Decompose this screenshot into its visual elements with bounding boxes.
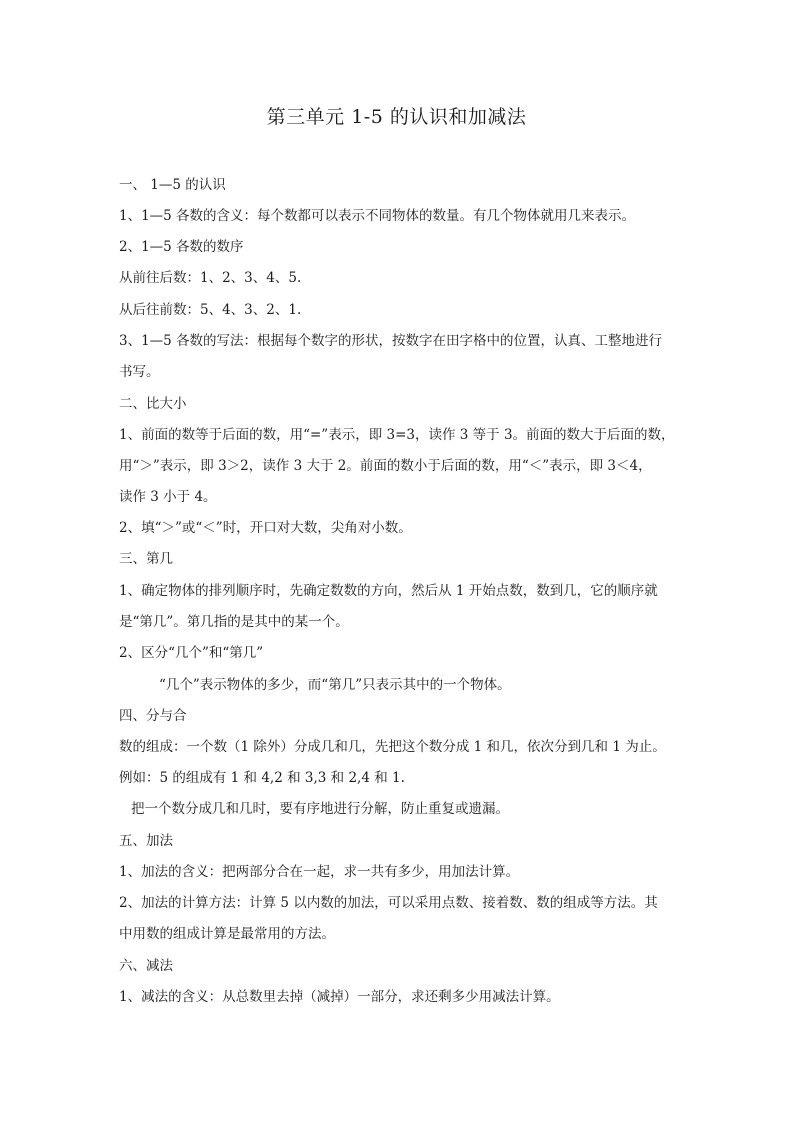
- paragraph-line: 是“第几”。第几指的是其中的某一个。: [119, 614, 349, 630]
- paragraph-line: 从前往后数：1、2、3、4、5.: [119, 270, 302, 286]
- paragraph-line: 3、1—5 各数的写法：根据每个数字的形状，按数字在田字格中的位置，认真、工整地进行: [119, 333, 663, 349]
- paragraph-line: 中用数的组成计算是最常用的方法。: [119, 926, 335, 942]
- paragraph-line: 从后往前数：5、4、3、2、1.: [119, 302, 302, 318]
- paragraph-line: 2、填“＞”或“＜”时，开口对大数，尖角对小数。: [119, 520, 412, 536]
- paragraph-line: 1、减法的含义：从总数里去掉（减掉）一部分，求还剩多少用减法计算。: [119, 989, 560, 1005]
- paragraph-line: 1、前面的数等于后面的数，用“=”表示，即 3=3，读作 3 等于 3。前面的数大于后面的数，: [119, 427, 675, 443]
- paragraph-line: 数的组成：一个数（1 除外）分成几和几，先把这个数分成 1 和几，依次分到几和 1 为止。: [119, 739, 666, 755]
- paragraph-line-indented: 把一个数分成几和几时，要有序地进行分解，防止重复或遗漏。: [131, 801, 509, 817]
- section-heading-6: 六、减法: [119, 958, 173, 974]
- paragraph-line-indented: “几个”表示物体的多少，而“第几”只表示其中的一个物体。: [159, 677, 511, 693]
- paragraph-line: 2、加法的计算方法：计算 5 以内数的加法，可以采用点数、接着数、数的组成等方法。其: [119, 895, 658, 911]
- paragraph-line: 2、1—5 各数的数序: [119, 239, 244, 255]
- section-heading-1: 一、 1—5 的认识: [119, 177, 226, 193]
- paragraph-line: 例如：5 的组成有 1 和 4,2 和 3,3 和 2,4 和 1.: [119, 770, 405, 786]
- paragraph-line: 1、加法的含义：把两部分合在一起，求一共有多少，用加法计算。: [119, 864, 520, 880]
- section-heading-5: 五、加法: [119, 833, 173, 849]
- section-heading-2: 二、比大小: [119, 396, 187, 412]
- paragraph-line: 读作 3 小于 4。: [119, 489, 217, 505]
- section-heading-4: 四、分与合: [119, 708, 187, 724]
- paragraph-line: 书写。: [119, 364, 160, 380]
- paragraph-line: 2、区分“几个”和“第几”: [119, 645, 264, 661]
- paragraph-line: 1、确定物体的排列顺序时，先确定数数的方向，然后从 1 开始点数，数到几，它的顺序就: [119, 583, 658, 599]
- paragraph-line: 1、1—5 各数的含义：每个数都可以表示不同物体的数量。有几个物体就用几来表示。: [119, 208, 636, 224]
- paragraph-line: 用“＞”表示，即 3＞2，读作 3 大于 2。前面的数小于后面的数，用“＜”表示，即 3＜4，: [119, 458, 652, 474]
- section-heading-3: 三、第几: [119, 551, 173, 567]
- document-title: 第三单元 1-5 的认识和加减法: [266, 106, 527, 128]
